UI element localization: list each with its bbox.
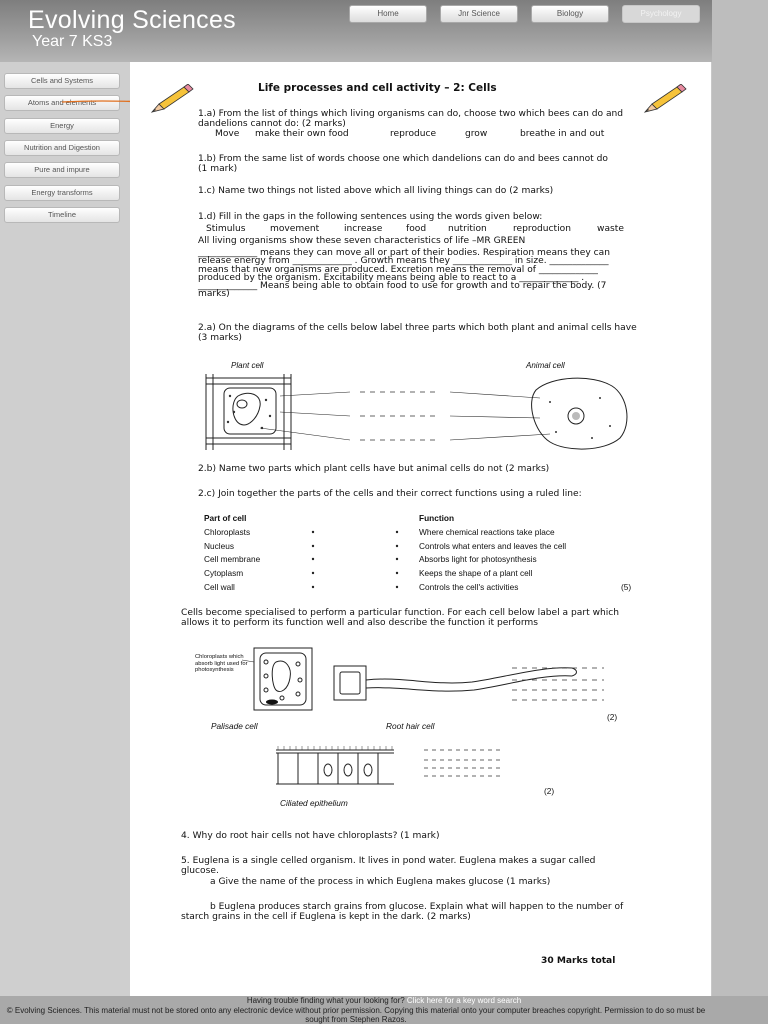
question-5: 5. Euglena is a single celled organism. It lives in pond water. Euglena makes a sugar called glucose. (181, 856, 596, 877)
match-function: Where chemical reactions take place (419, 527, 555, 537)
nav-home-button[interactable]: Home (349, 5, 427, 23)
match-part: Cell wall (204, 582, 235, 592)
gap-word: food (406, 224, 427, 234)
question-1c: 1.c) Name two things not listed above which all living things can do (2 marks) (198, 186, 554, 196)
question-1b: 1.b) From the same list of words choose one which dandelions can do and bees cannot do (1 mark) (198, 154, 608, 175)
footer-help-text: Having trouble finding what your looking for? (246, 996, 405, 1005)
plant-cell-label: Plant cell (231, 361, 264, 370)
sidebar-item-energy-transforms[interactable]: Energy transforms (4, 185, 120, 201)
word-list-item: breathe in and out (520, 129, 605, 139)
gap-word: waste (597, 224, 624, 234)
animal-cell-label: Animal cell (526, 361, 565, 370)
question-1d: 1.d) Fill in the gaps in the following sentences using the words given below: (198, 212, 543, 222)
sidebar-item-atoms-and-elements[interactable]: Atoms and elements (4, 95, 120, 111)
worksheet-document (130, 62, 711, 996)
specialised-cells-diagram (242, 646, 612, 716)
keyword-search-link[interactable]: Click here for a key word search (406, 996, 522, 1005)
match-function: Absorbs light for photosynthesis (419, 554, 537, 564)
sidebar-item-timeline[interactable]: Timeline (4, 207, 120, 223)
pencil-icon (150, 84, 196, 114)
site-header (0, 0, 712, 62)
pencil-icon (643, 84, 689, 114)
root-hair-cell-label: Root hair cell (386, 721, 435, 731)
sidebar-item-pure-and-impure[interactable]: Pure and impure (4, 162, 120, 178)
nav-jnr-science-button[interactable]: Jnr Science (440, 5, 518, 23)
gap-word: increase (344, 224, 383, 234)
sidebar-item-cells-and-systems[interactable]: Cells and Systems (4, 73, 120, 89)
marks-2: (2) (607, 712, 618, 722)
footer (0, 996, 768, 1024)
match-marks: (5) (621, 582, 632, 592)
match-part: Nucleus (204, 541, 234, 551)
match-function: Controls the cell's activities (419, 582, 519, 592)
gap-word: reproduction (513, 224, 571, 234)
gap-intro: All living organisms show these seven characteristics of life –MR GREEN (198, 236, 526, 246)
question-5a: a Give the name of the process in which Euglena makes glucose (1 marks) (210, 877, 551, 887)
worksheet-title: Life processes and cell activity – 2: Cells (258, 82, 497, 94)
ciliated-epithelium-label: Ciliated epithelium (280, 798, 348, 808)
word-list-item: grow (465, 129, 488, 139)
marks-total: 30 Marks total (541, 956, 616, 966)
gap-paragraph: _____________ means they can move all or part of their bodies. Respiration means they can release energy from _____________ . Growth means they _____________ in size. _____________ means that new organisms are produced. Excretion means the removal of _____________ produced by the organism. Excitability means being able to react to a _____________ . _____________ Means being able to obtain food to use for growth and to repair the body. (7 marks) (198, 248, 610, 300)
gap-word: nutrition (448, 224, 487, 234)
sidebar-item-nutrition-and-digestion[interactable]: Nutrition and Digestion (4, 140, 120, 156)
question-4: 4. Why do root hair cells not have chloroplasts? (1 mark) (181, 831, 440, 841)
sidebar-item-energy[interactable]: Energy (4, 118, 120, 134)
word-list-item: make their own food (255, 129, 349, 139)
match-part: Cell membrane (204, 554, 261, 564)
plant-animal-cell-diagram (200, 372, 630, 452)
gap-word: Stimulus (206, 224, 246, 234)
site-title: Evolving Sciences (28, 6, 236, 34)
match-part-header: Part of cell (204, 513, 247, 523)
palisade-cell-label: Palisade cell (211, 721, 258, 731)
nav-biology-button[interactable]: Biology (531, 5, 609, 23)
match-function-header: Function (419, 513, 455, 523)
site-subtitle: Year 7 KS3 (32, 33, 113, 50)
question-3: Cells become specialised to perform a particular function. For each cell below label a part which allows it to perform its function well and also describe the function it performs (181, 608, 620, 629)
match-function: Keeps the shape of a plant cell (419, 568, 533, 578)
question-2b: 2.b) Name two parts which plant cells have but animal cells do not (2 marks) (198, 464, 550, 474)
question-1a: 1.a) From the list of things which living organisms can do, choose two which bees can do and dandelions cannot do: (2 marks) (198, 109, 624, 130)
ciliated-epithelium-diagram (274, 744, 614, 792)
question-5b: b Euglena produces starch grains from glucose. Explain what will happen to the number of starch grains in the cell if Euglena is kept in the dark. (2 marks) (181, 902, 624, 923)
gap-word: movement (270, 224, 320, 234)
match-bullets (310, 528, 410, 594)
match-part: Cytoplasm (204, 568, 244, 578)
sidebar (0, 62, 130, 1000)
question-2c: 2.c) Join together the parts of the cells and their correct functions using a ruled line: (198, 489, 582, 499)
word-list-item: reproduce (390, 129, 437, 139)
chloroplast-note: Chloroplasts which absorb light used for photosynthesis (195, 654, 248, 673)
match-function: Controls what enters and leaves the cell (419, 541, 567, 551)
footer-help (0, 996, 768, 1005)
match-part: Chloroplasts (204, 527, 251, 537)
nav-psychology-button[interactable]: Psychology (622, 5, 700, 23)
footer-copyright: © Evolving Sciences. This material must not be stored onto any electronic device without prior permission. Copying this material onto your computer breaches copyright. Permission to do so must be sought from Stephen Razos. (6, 1006, 706, 1024)
question-2a: 2.a) On the diagrams of the cells below label three parts which both plant and animal cells have (3 marks) (198, 323, 637, 344)
marks-2: (2) (544, 786, 555, 796)
page-margin (712, 0, 768, 1024)
word-list-item: Move (215, 129, 240, 139)
